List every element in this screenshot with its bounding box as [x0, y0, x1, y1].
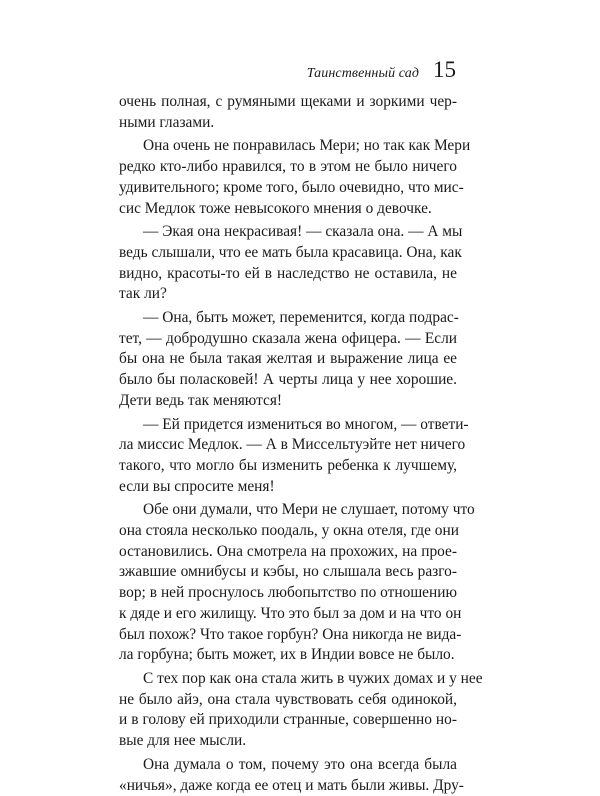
text-line: ла миссис Медлок. — А в Миссельтуэйте нет ничего [119, 435, 457, 456]
body-text [119, 92, 457, 796]
text-line: тет, — добродушно сказала жена офицера. — Если [119, 329, 457, 350]
text-line: видно, красоты-то ей в наследство не оставила, не [119, 264, 457, 285]
paragraph [119, 415, 457, 498]
text-line: к дяде и его жилищу. Что это был за дом и на что он [119, 604, 457, 625]
text-line: она стояла несколько поодаль, у окна отеля, где они [119, 521, 457, 542]
text-line: так ли? [119, 284, 457, 305]
text-line: если вы спросите меня! [119, 477, 457, 498]
text-line: было бы поласковей! А черты лица у нее хорошие. [119, 370, 457, 391]
paragraph [119, 308, 457, 412]
text-line: Дети ведь так меняются! [119, 391, 457, 412]
text-line: был похож? Что такое горбун? Она никогда не вида- [119, 625, 457, 646]
text-line: очень полная, с румяными щеками и зоркими чер- [119, 92, 457, 113]
text-line: ными глазами. [119, 113, 457, 134]
running-head [307, 58, 456, 82]
text-line: зжавшие омнибусы и кэбы, но слышала весь разго- [119, 562, 457, 583]
text-line: — Экая она некрасивая! — сказала она. — А мы [119, 222, 457, 243]
text-line: С тех пор как она стала жить в чужих домах и у нее [119, 669, 457, 690]
paragraph [119, 136, 457, 219]
text-line: Она думала о том, почему это она всегда была [119, 755, 457, 776]
text-line: ведь слышали, что ее мать была красавица. Она, как [119, 243, 457, 264]
text-line: редко кто-либо нравился, то в этом не было ничего [119, 157, 457, 178]
running-title: Таинственный сад [307, 66, 419, 82]
page-number: 15 [433, 58, 456, 81]
paragraph [119, 92, 457, 133]
text-line: удивительного; кроме того, было очевидно, что мис- [119, 178, 457, 199]
text-line: — Она, быть может, переменится, когда подрас- [119, 308, 457, 329]
paragraph [119, 222, 457, 305]
text-line: бы она не была такая желтая и выражение лица ее [119, 349, 457, 370]
text-line: такого, что могло бы изменить ребенка к лучшему, [119, 456, 457, 477]
text-line: «ничья», даже когда ее отец и мать были живы. Дру- [119, 776, 457, 796]
paragraph [119, 755, 457, 796]
text-line: и в голову ей приходили странные, совершенно но- [119, 710, 457, 731]
text-line: Она очень не понравилась Мери; но так как Мери [119, 136, 457, 157]
text-line: вые для нее мысли. [119, 731, 457, 752]
text-line: сис Медлок тоже невысокого мнения о девочке. [119, 199, 457, 220]
text-line: вор; в ней проснулось любопытство по отношению [119, 583, 457, 604]
text-line: Обе они думали, что Мери не слушает, потому что [119, 500, 457, 521]
paragraph [119, 500, 457, 666]
text-line: остановились. Она смотрела на прохожих, на прое- [119, 542, 457, 563]
paragraph [119, 669, 457, 752]
text-line: — Ей придется измениться во многом, — ответи- [119, 415, 457, 436]
text-line: не было айэ, она стала чувствовать себя одинокой, [119, 690, 457, 711]
text-line: ла горбуна; быть может, их в Индии вовсе не было. [119, 645, 457, 666]
